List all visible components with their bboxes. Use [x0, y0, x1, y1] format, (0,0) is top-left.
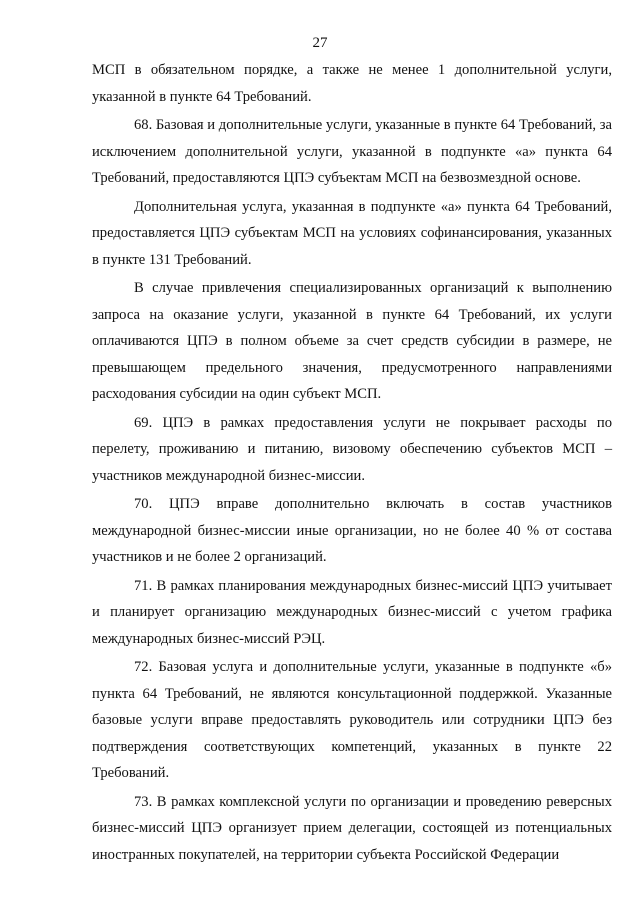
paragraph-68-additional-service: Дополнительная услуга, указанная в подпункте «а» пункта 64 Требований, предоставляется ЦПЭ субъектам МСП на условиях софинансирования, указанных в пункте 131 Требований.	[92, 198, 612, 268]
document-body	[92, 57, 612, 868]
page-number: 27	[312, 35, 328, 51]
paragraph-68: 68. Базовая и дополнительные услуги, указанные в пункте 64 Требований, за исключением дополнительной услуги, указанной в подпункте «а» пункта 64 Требований, предоставляются ЦПЭ субъектам МСП на безвозмездной основе.	[92, 117, 612, 186]
paragraph-72: 72. Базовая услуга и дополнительные услуги, указанные в подпункте «б» пункта 64 Требований, не являются консультационной поддержкой. Указанные базовые услуги вправе предоставлять руководитель или сотрудники ЦПЭ без подтверждения соответствующих компетенций, указанных в пункте 22 Требований.	[92, 659, 612, 781]
paragraph-69: 69. ЦПЭ в рамках предоставления услуги не покрывает расходы по перелету, проживанию и питанию, визовому обеспечению субъектов МСП – участников международной бизнес-миссии.	[92, 414, 612, 484]
paragraph-73: 73. В рамках комплексной услуги по организации и проведению реверсных бизнес-миссий ЦПЭ организует прием делегации, состоящей из потенциальных иностранных покупателей, на территории субъекта Российской Федерации	[92, 793, 612, 863]
paragraph-70: 70. ЦПЭ вправе дополнительно включать в состав участников международной бизнес-миссии иные организации, но не более 40 % от состава участников и не более 2 организаций.	[92, 496, 612, 565]
paragraph-continuation: МСП в обязательном порядке, а также не менее 1 дополнительной услуги, указанной в пункте 64 Требований.	[92, 62, 612, 105]
paragraph-68-specialized-organizations: В случае привлечения специализированных организаций к выполнению запроса на оказание услуги, указанной в пункте 64 Требований, их услуги оплачиваются ЦПЭ в полном объеме за счет средств субсидии в размере, не превышающем предельного значения, предусмотренного направлениями расходования субсидии на один субъект МСП.	[92, 280, 612, 402]
paragraph-71: 71. В рамках планирования международных бизнес-миссий ЦПЭ учитывает и планирует организацию международных бизнес-миссий с учетом графика международных бизнес-миссий РЭЦ.	[92, 577, 612, 647]
